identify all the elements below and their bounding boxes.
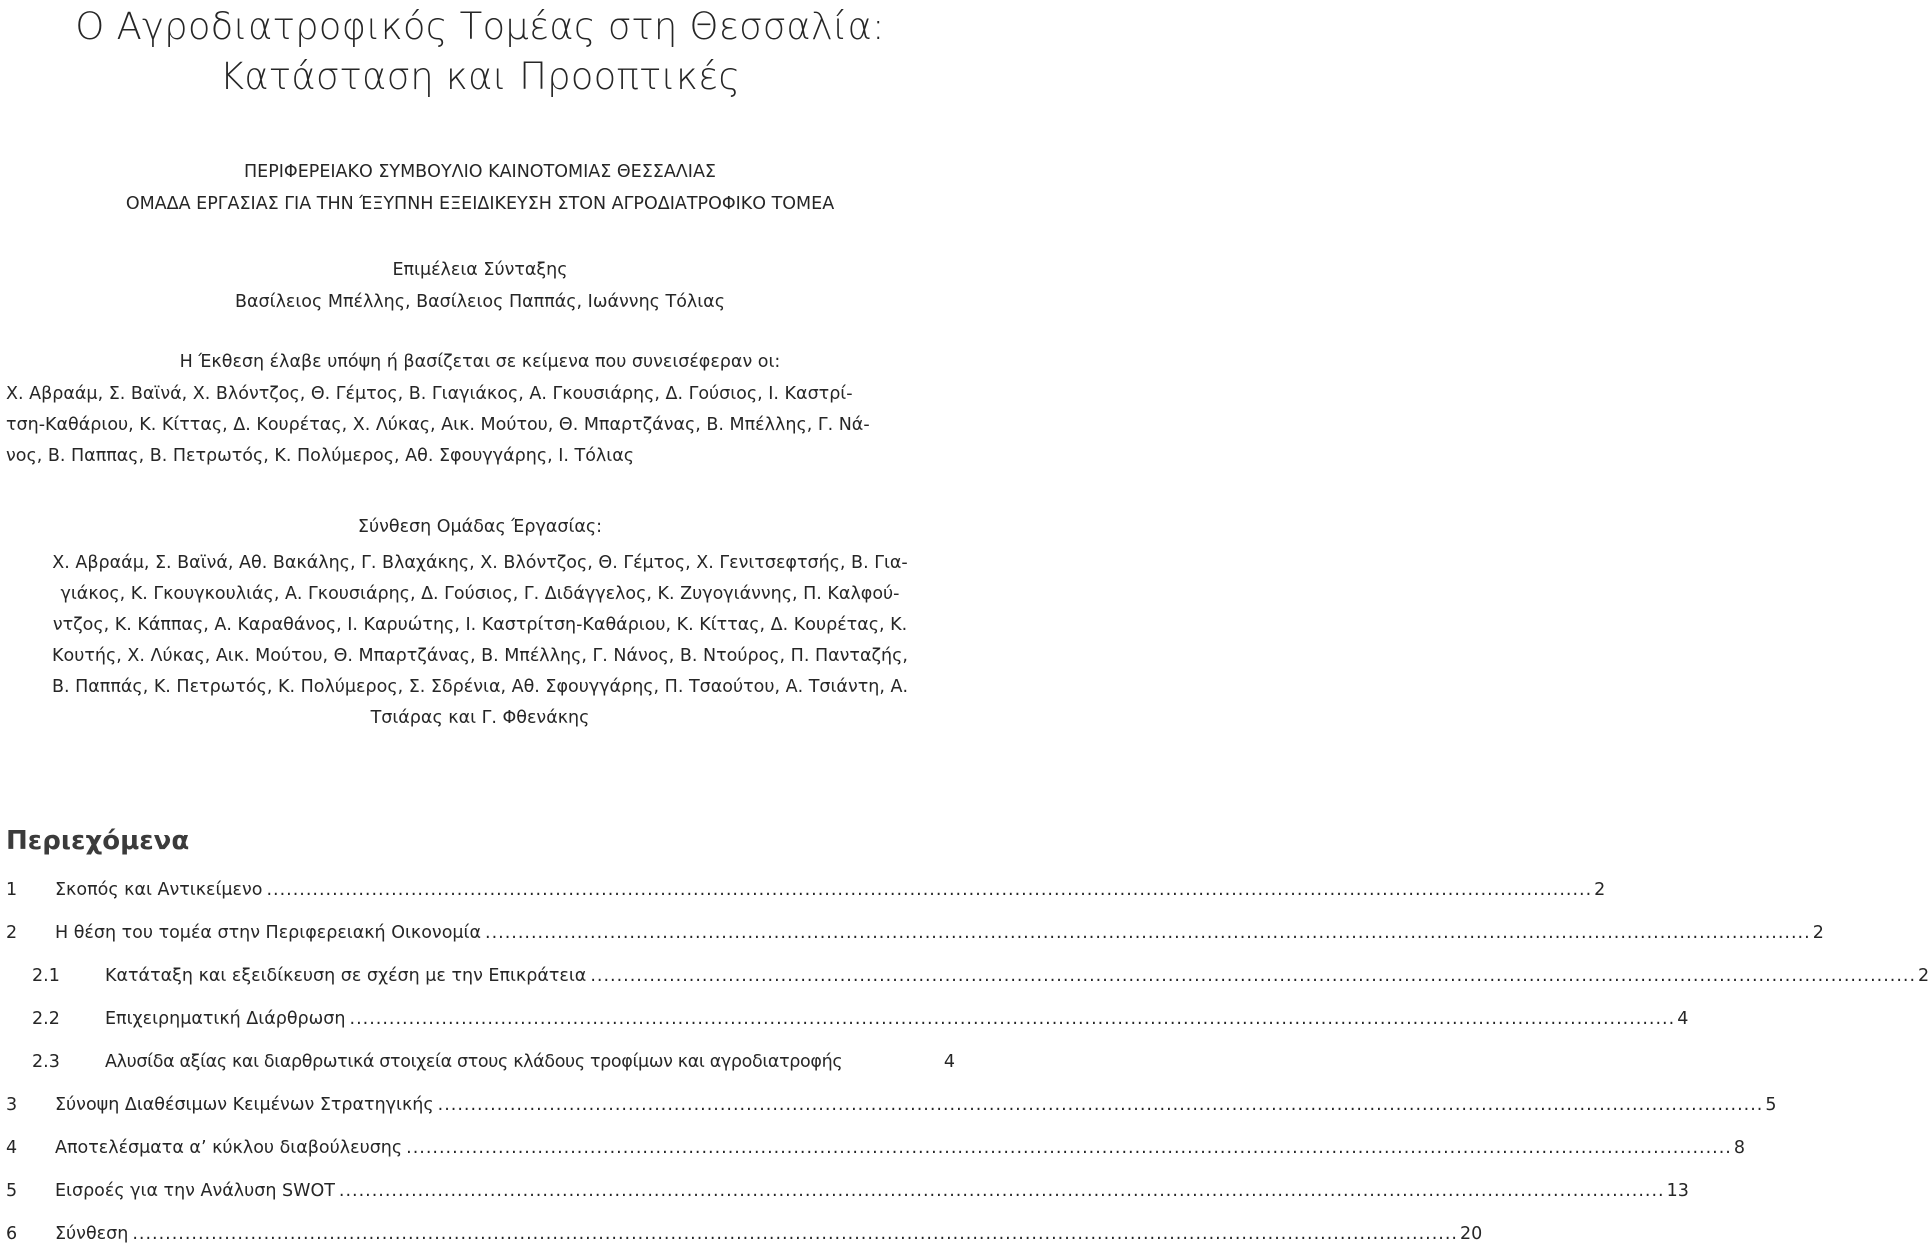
toc-leader-dots: .......................................................................................................................................................................................................... [485,923,1811,943]
toc-entry-label: Σύνοψη Διαθέσιμων Κειμένων Στρατηγικής [55,1095,434,1115]
toc-entry-label: Η θέση του τομέα στην Περιφερειακή Οικονομία [55,923,481,943]
toc-entry-label: Αλυσίδα αξίας και διαρθρωτικά στοιχεία στους κλάδους τροφίμων και αγροδιατροφής [105,1052,843,1072]
toc-entry-label: Αποτελέσματα α’ κύκλου διαβούλευσης [55,1138,403,1158]
title-line-2: Κατάσταση και Προοπτικές [219,55,741,98]
toc-entry[interactable] [0,999,1689,1029]
toc-entry-page: 13 [1666,1181,1689,1201]
toc-entry-page: 20 [1460,1224,1483,1244]
toc-entry[interactable] [0,913,1824,943]
toc-entry-page: 2 [1918,966,1929,986]
toc-entry-number: 2 [6,923,18,943]
toc-entry-number: 5 [6,1181,18,1201]
toc-entry-number: 1 [6,880,18,900]
organization-line-2: ΟΜΑΔΑ ΕΡΓΑΣΙΑΣ ΓΙΑ ΤΗΝ ΈΞΥΠΝΗ ΕΞΕΙΔΙΚΕΥΣΗ ΣΤΟΝ ΑΓΡΟΔΙΑΤΡΟΦΙΚΟ ΤΟΜΕΑ [125,194,835,214]
editors-names: Βασίλειος Μπέλλης, Βασίλειος Παππάς, Ιωάννης Τόλιας [235,292,725,312]
title-line-1: Ο Αγροδιατροφικός Τομέας στη Θεσσαλία: [75,5,885,48]
toc-entry-page: 4 [1677,1009,1689,1029]
contributors-line: τση-Καθάριου, Κ. Κίττας, Δ. Κουρέτας, Χ. Λύκας, Αικ. Μούτου, Θ. Μπαρτζάνας, Β. Μπέλλης, Γ. Νά- [6,415,870,435]
contributors-line: Χ. Αβραάμ, Σ. Βαϊνά, Χ. Βλόντζος, Θ. Γέμτος, Β. Γιαγιάκος, Α. Γκουσιάρης, Δ. Γούσιος, Ι. Καστρί- [6,384,853,404]
toc-leader-dots: .......................................................................................................................................................................................................... [590,966,1917,986]
toc-leader-dots: .......................................................................................................................................................................................................... [406,1138,1732,1158]
editors-block [0,254,960,318]
toc-leader-dots: .......................................................................................................................................................................................................... [132,1224,1458,1244]
toc-entry-page: 4 [943,1052,955,1072]
toc-entry-label: Κατάταξη και εξειδίκευση σε σχέση με την Επικράτεια [105,966,587,986]
toc-entry-number: 4 [6,1138,18,1158]
toc-entry-page: 5 [1765,1095,1777,1115]
toc-entry-label: Σύνθεση [55,1224,129,1244]
organization-line-1: ΠΕΡΙΦΕΡΕΙΑΚΟ ΣΥΜΒΟΥΛΙΟ ΚΑΙΝΟΤΟΜΙΑΣ ΘΕΣΣΑΛΙΑΣ [244,162,716,182]
toc-entry[interactable] [0,1171,1689,1201]
team-line: Β. Παππάς, Κ. Πετρωτός, Κ. Πολύμερος, Σ. Σδρένια, Αθ. Σφουγγάρης, Π. Τσαούτου, Α. Τσιάντη, Α. [51,677,909,697]
toc-leader-dots: .......................................................................................................................................................................................................... [266,880,1593,900]
organization-block [0,156,960,220]
document-title [0,2,960,102]
toc-entry-label: Επιχειρηματική Διάρθρωση [105,1009,346,1029]
team-line: ντζος, Κ. Κάππας, Α. Καραθάνος, Ι. Καρυώτης, Ι. Καστρίτση-Καθάριου, Κ. Κίττας, Δ. Κουρέτας, Κ. [52,615,908,635]
team-line: Τσιάρας και Γ. Φθενάκης [370,708,590,728]
toc-entry-page: 2 [1812,923,1824,943]
toc-title: Περιεχόμενα [6,826,190,856]
toc-entry-number: 2.1 [32,966,60,986]
toc-entry-number: 2.3 [32,1052,60,1072]
team-heading: Σύνθεση Ομάδας Έργασίας: [357,517,603,537]
team-line: γιάκος, Κ. Γκουγκουλιάς, Α. Γκουσιάρης, Δ. Γούσιος, Γ. Διδάγγελος, Κ. Ζυγογιάννης, Π. Καλφού- [60,584,900,604]
toc-entry-page: 2 [1594,880,1606,900]
toc-entry-page: 8 [1733,1138,1745,1158]
team-line: Κουτής, Χ. Λύκας, Αικ. Μούτου, Θ. Μπαρτζάνας, Β. Μπέλλης, Γ. Νάνος, Β. Ντούρος, Π. Πανταζής, [52,646,908,666]
team-list [6,548,954,734]
toc-entry-label: Εισροές για την Ανάλυση SWOT [55,1181,335,1201]
contributors-line: νος, Β. Παππας, Β. Πετρωτός, Κ. Πολύμερος, Αθ. Σφουγγάρης, Ι. Τόλιας [6,446,635,466]
toc-entry[interactable] [0,1214,1483,1244]
contributors-list [6,379,954,472]
toc-entry[interactable] [0,1085,1777,1115]
toc-leader-dots: .......................................................................................................................................................................................................... [437,1095,1764,1115]
contributors-intro [0,346,960,378]
toc-entry-label: Σκοπός και Αντικείμενο [55,880,263,900]
toc-entry-number: 2.2 [32,1009,60,1029]
contributors-intro-text: Η Έκθεση έλαβε υπόψη ή βασίζεται σε κείμενα που συνεισέφεραν οι: [179,352,781,372]
toc-leader-dots: .......................................................................................................................................................................................................... [349,1009,1676,1029]
toc-entry[interactable] [0,1042,955,1072]
toc-entry[interactable] [0,956,1929,986]
toc-entry[interactable] [0,1128,1745,1158]
editors-heading: Επιμέλεια Σύνταξης [392,260,568,280]
toc-entry[interactable] [0,870,1606,900]
toc-entry-number: 6 [6,1224,18,1244]
toc-entry-number: 3 [6,1095,18,1115]
toc-leader-dots: .......................................................................................................................................................................................................... [338,1181,1665,1201]
team-line: Χ. Αβραάμ, Σ. Βαϊνά, Αθ. Βακάλης, Γ. Βλαχάκης, Χ. Βλόντζος, Θ. Γέμτος, Χ. Γενιτσεφτσής, Β. Για- [52,553,908,573]
